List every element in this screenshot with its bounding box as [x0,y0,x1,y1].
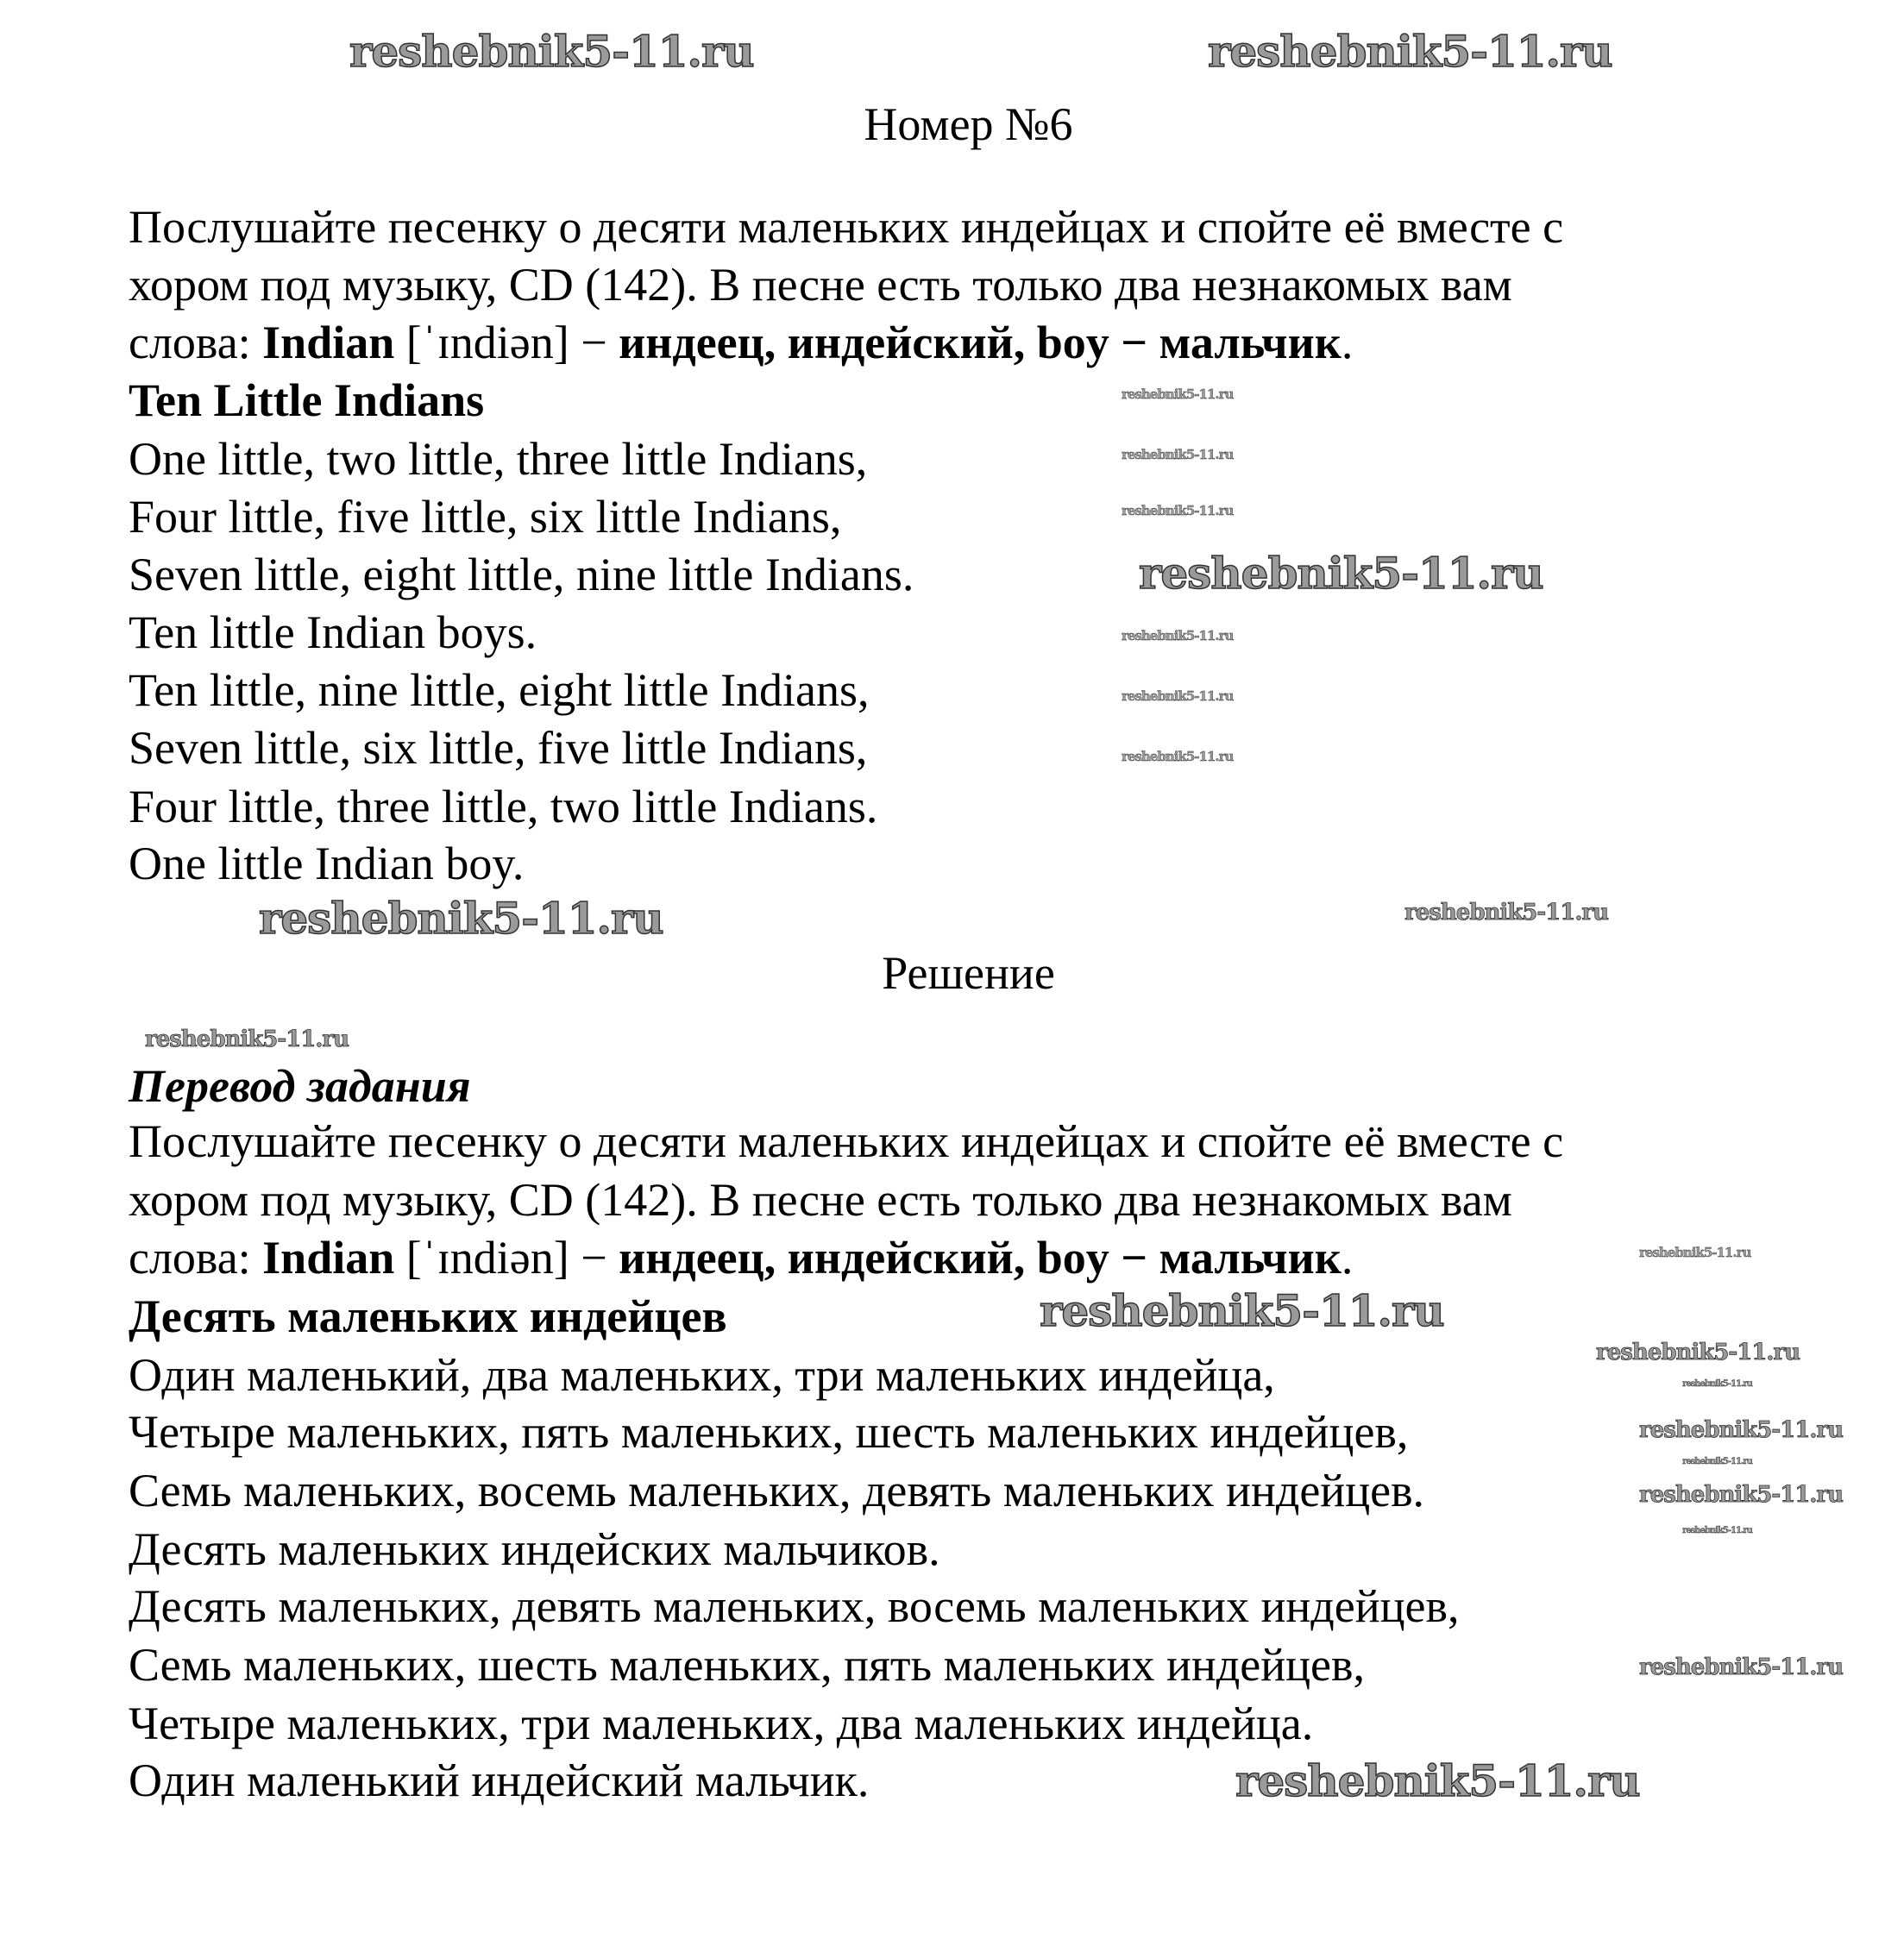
watermark: reshebnik5-11.ru [349,26,754,77]
translation-heading: Перевод задания [129,1060,471,1112]
song-line: Seven little, six little, five little Indians, [129,722,868,774]
song-line: Four little, five little, six little Indians, [129,491,842,543]
watermark: reshebnik5-11.ru [1639,1482,1844,1508]
watermark: reshebnik5-11.ru [1122,749,1234,764]
vocab-word: Indian [262,1232,395,1284]
watermark: reshebnik5-11.ru [1122,386,1234,402]
watermark: reshebnik5-11.ru [1122,447,1234,462]
watermark: reshebnik5-11.ru [259,893,663,944]
translation-song-line: Один маленький индейский мальчик. [129,1755,870,1806]
vocab-translation: индеец, индейский, boy − мальчик [619,317,1342,368]
vocab-prefix: слова: [129,317,263,368]
watermark: reshebnik5-11.ru [1682,1457,1752,1466]
translation-song-line: Четыре маленьких, пять маленьких, шесть маленьких индейцев, [129,1406,1409,1458]
watermark: reshebnik5-11.ru [1639,1654,1844,1680]
song-line: One little Indian boy. [129,838,525,889]
vocab-prefix: слова: [129,1232,263,1284]
task-line: Послушайте песенку о десяти маленьких индейцах и спойте её вместе с [129,201,1564,253]
task-line: хором под музыку, CD (142). В песне есть только два незнакомых вам [129,259,1512,311]
task-vocab-line [129,314,1353,371]
translation-song-title: Десять маленьких индейцев [129,1290,727,1342]
vocab-translation: индеец, индейский, boy − мальчик [619,1232,1342,1284]
translation-song-line: Четыре маленьких, три маленьких, два маленьких индейца. [129,1698,1314,1749]
translation-song-line: Один маленький, два маленьких, три маленьких индейца, [129,1349,1275,1401]
watermark: reshebnik5-11.ru [1682,1379,1752,1389]
watermark: reshebnik5-11.ru [1040,1285,1444,1336]
vocab-phonetic: [ˈɪndiən] − [394,1232,619,1284]
song-line: Ten little, nine little, eight little Indians, [129,664,870,716]
song-line: Seven little, eight little, nine little Indians. [129,549,914,600]
translation-song-line: Десять маленьких индейских мальчиков. [129,1523,940,1575]
translation-song-line: Семь маленьких, шесть маленьких, пять маленьких индейцев, [129,1639,1365,1691]
watermark: reshebnik5-11.ru [1404,900,1609,926]
watermark: reshebnik5-11.ru [1139,548,1543,599]
vocab-phonetic: [ˈɪndiən] − [394,317,619,368]
watermark: reshebnik5-11.ru [1639,1417,1844,1443]
page-title: Номер №6 [864,98,1073,150]
translation-line: Послушайте песенку о десяти маленьких индейцах и спойте её вместе с [129,1115,1564,1167]
vocab-end: . [1341,317,1354,368]
song-title: Ten Little Indians [129,374,485,426]
watermark: reshebnik5-11.ru [1639,1245,1751,1260]
translation-vocab-line [129,1229,1353,1286]
watermark: reshebnik5-11.ru [1682,1526,1752,1535]
watermark: reshebnik5-11.ru [1208,26,1612,77]
translation-song-line: Десять маленьких, девять маленьких, восемь маленьких индейцев, [129,1580,1460,1632]
translation-song-line: Семь маленьких, восемь маленьких, девять маленьких индейцев. [129,1465,1425,1516]
watermark: reshebnik5-11.ru [145,1026,349,1052]
watermark: reshebnik5-11.ru [1122,628,1234,643]
vocab-word: Indian [262,317,395,368]
song-line: One little, two little, three little Indians, [129,433,868,485]
watermark: reshebnik5-11.ru [1596,1340,1800,1365]
solution-heading: Решение [882,947,1055,999]
watermark: reshebnik5-11.ru [1122,503,1234,518]
watermark: reshebnik5-11.ru [1235,1755,1640,1806]
song-line: Ten little Indian boys. [129,606,537,658]
song-line: Four little, three little, two little Indians. [129,781,878,832]
vocab-end: . [1341,1232,1354,1284]
watermark: reshebnik5-11.ru [1122,688,1234,704]
translation-line: хором под музыку, CD (142). В песне есть только два незнакомых вам [129,1174,1512,1226]
